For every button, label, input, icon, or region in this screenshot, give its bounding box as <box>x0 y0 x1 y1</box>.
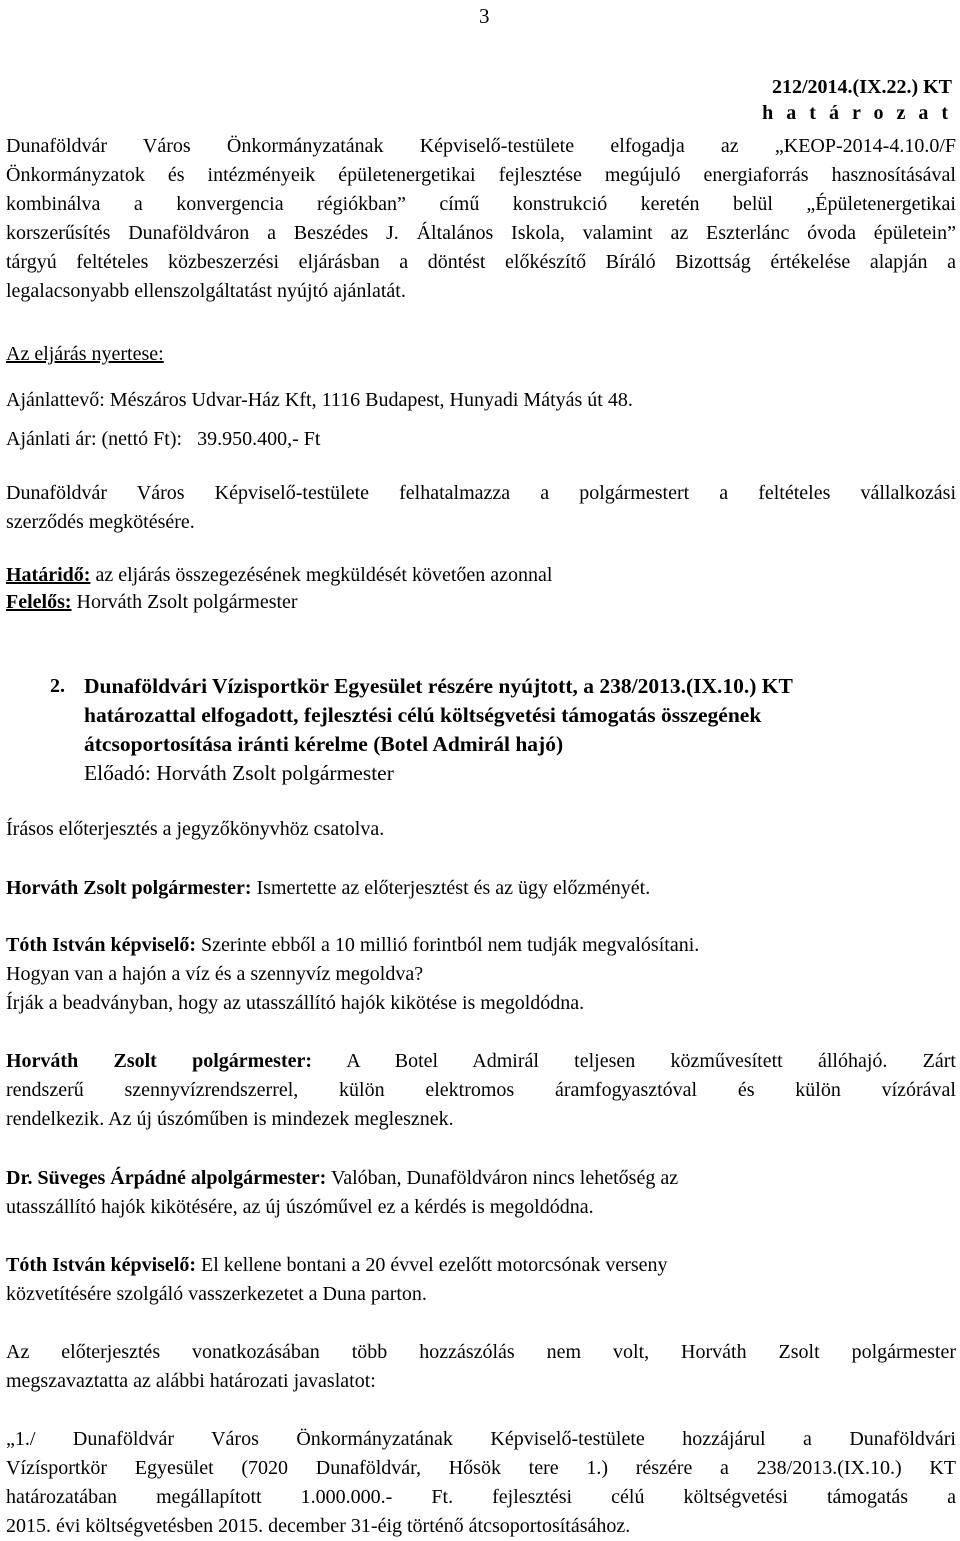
offer-price <box>6 425 956 454</box>
speaker-name: Horváth Zsolt polgármester: <box>6 1050 313 1072</box>
agenda-title-line: átcsoportosítása iránti kérelme (Botel Admirál hajó) <box>84 732 564 756</box>
authorization-paragraph <box>6 479 956 537</box>
text-line: megszavaztatta az alábbi határozati javaslatot: <box>6 1370 376 1392</box>
text-line: kombinálva a konvergencia régiókban” című konstrukció keretén belül „Épületenergetikai <box>6 193 956 215</box>
statement: Horváth Zsolt polgármester: A Botel Admirál teljesen közművesített állóhajó. Zárt rendszerű szennyvízrendszerrel, külön elektromos áramfogyasztóval és külön vízórával rendelkezik. Az új úszóműben is mindezek meglesznek. <box>6 1047 956 1134</box>
speaker-name: Tóth István képviselő: <box>6 934 197 956</box>
responsible-line <box>6 588 956 617</box>
closing-paragraph <box>6 1338 956 1396</box>
speaker-name: Tóth István képviselő: <box>6 1254 197 1276</box>
text-line: szerződés megkötésére. <box>6 511 195 533</box>
attachment-note: Írásos előterjesztés a jegyzőkönyvhöz csatolva. <box>6 818 385 840</box>
agenda-item <box>50 672 950 788</box>
agenda-presenter: Előadó: Horváth Zsolt polgármester <box>84 761 394 785</box>
winner-heading: Az eljárás nyertese: <box>6 343 164 365</box>
text-line: 2015. évi költségvetésben 2015. december 31-éig történő átcsoportosításához. <box>6 1515 631 1537</box>
text-line: Dunaföldvár Város Önkormányzatának Képviselő-testülete elfogadja az „KEOP-2014-4.10.0/F <box>6 135 956 157</box>
deadline-label: Határidő: <box>6 564 91 586</box>
statement: Horváth Zsolt polgármester: Ismertette az előterjesztést és az ügy előzményét. <box>6 877 651 899</box>
speaker-name: Dr. Süveges Árpádné alpolgármester: <box>6 1167 327 1189</box>
page-number: 3 <box>479 4 490 28</box>
agenda-title-line: határozattal elfogadott, fejlesztési célú költségvetési támogatás összegének <box>84 703 762 727</box>
text-line: utasszállító hajók kikötésére, az új úszóművel ez a kérdés is megoldódna. <box>6 1196 594 1218</box>
deadline-text: az eljárás összegezésének megküldését követően azonnal <box>90 564 553 586</box>
speaker-name: Horváth Zsolt polgármester: <box>6 877 252 899</box>
text-line: Vízísportkör Egyesület (7020 Dunaföldvár, Hősök tere 1.) részére a 238/2013.(IX.10.) KT <box>6 1457 956 1479</box>
text-line: Hogyan van a hajón a víz és a szennyvíz megoldva? <box>6 963 424 985</box>
text-line: rendelkezik. Az új úszóműben is mindezek meglesznek. <box>6 1108 454 1130</box>
statement: Tóth István képviselő: Szerinte ebből a 10 millió forintból nem tudják megvalósítani. Hogyan van a hajón a víz és a szennyvíz megoldva? Írják a beadványban, hogy az utasszállító hajók kikötése is megoldódna. <box>6 931 956 1018</box>
resolution-id: 212/2014.(IX.22.) KT <box>772 76 952 98</box>
offer-price-label: Ajánlati ár: (nettó Ft): <box>6 428 183 450</box>
resolution-header <box>762 74 952 126</box>
text-line: Dunaföldvár Város Képviselő-testülete felhatalmazza a polgármestert a feltételes vállalkozási <box>6 482 956 504</box>
text-line: határozatában megállapított 1.000.000.- Ft. fejlesztési célú költségvetési támogatás a <box>6 1486 956 1508</box>
text-line: Írják a beadványban, hogy az utasszállító hajók kikötése is megoldódna. <box>6 992 585 1014</box>
responsible-text: Horváth Zsolt polgármester <box>71 591 298 613</box>
text-line: Önkormányzatok és intézményeik épületenergetikai fejlesztése megújuló energiaforrás hasznosításával <box>6 164 956 186</box>
statement: Tóth István képviselő: El kellene bontani a 20 évvel ezelőtt motorcsónak verseny közvetítésére szolgáló vasszerkezetet a Duna parton. <box>6 1251 956 1309</box>
deadline-line <box>6 561 956 590</box>
decision-paragraph <box>6 132 956 306</box>
agenda-item-number: 2. <box>50 675 65 697</box>
statement: Dr. Süveges Árpádné alpolgármester: Valóban, Dunaföldváron nincs lehetőség az utasszállító hajók kikötésére, az új úszóművel ez a kérdés is megoldódna. <box>6 1164 956 1222</box>
resolution-label: h a t á r o z a t <box>762 102 952 124</box>
text-line: legalacsonyabb ellenszolgáltatást nyújtó ajánlatát. <box>6 280 406 302</box>
text-line: korszerűsítés Dunaföldváron a Beszédes J. Általános Iskola, valamint az Eszterlánc óvoda épületein” <box>6 222 956 244</box>
text-line: közvetítésére szolgáló vasszerkezetet a Duna parton. <box>6 1283 427 1305</box>
text-line: tárgyú feltételes közbeszerzési eljárásban a döntést előkészítő Bíráló Bizottság értékelése alapján a <box>6 251 956 273</box>
responsible-label: Felelős: <box>6 591 72 613</box>
winner-bidder: Ajánlattevő: Mészáros Udvar-Ház Kft, 1116 Budapest, Hunyadi Mátyás út 48. <box>6 389 633 411</box>
resolution-proposal <box>6 1425 956 1541</box>
offer-price-value: 39.950.400,- Ft <box>197 428 321 450</box>
agenda-title-line: Dunaföldvári Vízisportkör Egyesület részére nyújtott, a 238/2013.(IX.10.) KT <box>84 674 793 698</box>
text-line: rendszerű szennyvízrendszerrel, külön elektromos áramfogyasztóval és külön vízórával <box>6 1079 956 1101</box>
text-line: „1./ Dunaföldvár Város Önkormányzatának Képviselő-testülete hozzájárul a Dunaföldvári <box>6 1428 956 1450</box>
text-line: Az előterjesztés vonatkozásában több hozzászólás nem volt, Horváth Zsolt polgármester <box>6 1341 956 1363</box>
